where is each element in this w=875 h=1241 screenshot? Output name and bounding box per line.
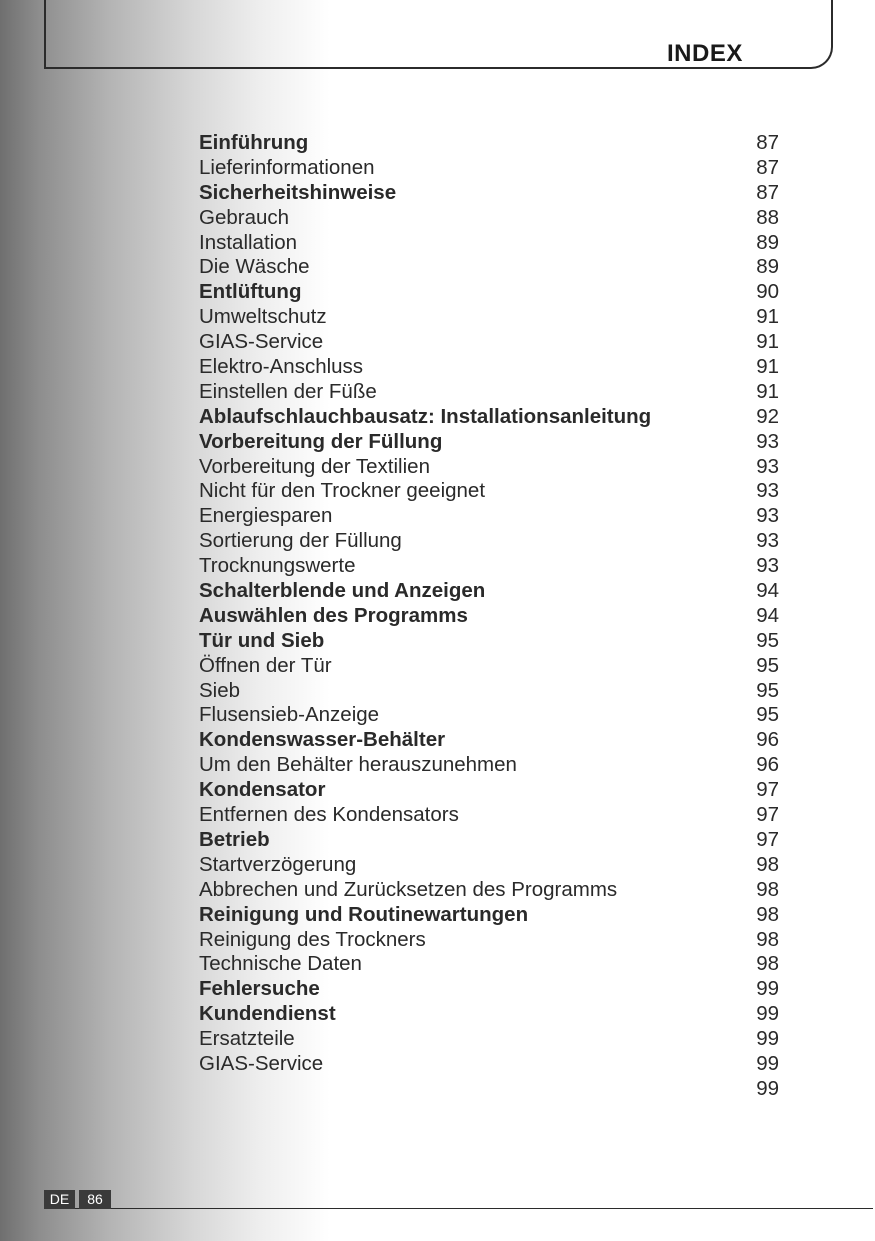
toc-page-number: 99 (756, 1076, 779, 1100)
toc-section-title: Fehlersuche (199, 977, 320, 1001)
toc-section-title: Reinigung und Routinewartungen (199, 902, 529, 926)
toc-page-number: 95 (756, 653, 779, 677)
toc-page-number: 98 (756, 852, 779, 876)
toc-subsection-title: Die Wäsche (199, 255, 310, 279)
toc-entry (199, 604, 779, 629)
toc-page-number: 99 (756, 1051, 779, 1075)
toc-page-number: 87 (756, 155, 779, 179)
toc-entry (199, 1052, 779, 1077)
toc-section-title: Kondenswasser-Behälter (199, 728, 446, 752)
toc-subsection-title: GIAS-Service (199, 1051, 324, 1075)
toc-page-number: 99 (756, 977, 779, 1001)
toc-page-number: 87 (756, 180, 779, 204)
toc-section-title: Tür und Sieb (199, 628, 325, 652)
toc-page-number: 94 (756, 579, 779, 603)
toc-entry (199, 903, 779, 928)
footer-divider (44, 1208, 873, 1209)
toc-page-number: 99 (756, 1027, 779, 1051)
toc-section-title: Schalterblende und Anzeigen (199, 579, 486, 603)
toc-subsection-title: Energiesparen (199, 504, 333, 528)
toc-subsection-title: Sieb (199, 678, 241, 702)
toc-page-number: 91 (756, 305, 779, 329)
toc-section-title: Entlüftung (199, 280, 302, 304)
toc-entry (199, 554, 779, 579)
toc-section-title: Einführung (199, 131, 309, 154)
toc-entry (199, 1077, 779, 1102)
toc-page-number: 93 (756, 529, 779, 553)
toc-page-number: 92 (756, 404, 779, 428)
toc-subsection-title: GIAS-Service (199, 330, 324, 354)
toc-page-number: 88 (756, 205, 779, 229)
toc-page-number: 95 (756, 703, 779, 727)
toc-page-number: 93 (756, 479, 779, 503)
toc-subsection-title: Elektro-Anschluss (199, 355, 364, 379)
toc-section-title: Kondensator (199, 778, 326, 802)
toc-page-number: 98 (756, 877, 779, 901)
toc-entry (199, 156, 779, 181)
toc-subsection-title: Öffnen der Tür (199, 653, 332, 677)
toc-entry (199, 928, 779, 953)
toc-subsection-title: Ersatzteile (199, 1027, 295, 1051)
toc-entry (199, 280, 779, 305)
toc-page-number: 95 (756, 628, 779, 652)
toc-page-number: 89 (756, 255, 779, 279)
toc-entry (199, 828, 779, 853)
toc-page-number: 93 (756, 554, 779, 578)
table-of-contents (199, 131, 779, 1102)
toc-subsection-title: Abbrechen und Zurücksetzen des Programms (199, 877, 618, 901)
toc-entry (199, 181, 779, 206)
toc-entry (199, 206, 779, 231)
toc-entry (199, 753, 779, 778)
toc-page-number: 93 (756, 454, 779, 478)
toc-entry (199, 679, 779, 704)
toc-subsection-title: Sortierung der Füllung (199, 529, 402, 553)
toc-subsection-title: Gebrauch (199, 205, 290, 229)
toc-entry (199, 878, 779, 903)
toc-page-number: 87 (756, 131, 779, 154)
toc-entry (199, 803, 779, 828)
toc-entry (199, 504, 779, 529)
toc-section-title: Sicherheitshinweise (199, 180, 397, 204)
page-number-badge: 86 (79, 1190, 111, 1209)
toc-page-number: 96 (756, 753, 779, 777)
toc-subsection-title: Technische Daten (199, 952, 362, 976)
toc-page-number: 98 (756, 902, 779, 926)
toc-entry (199, 654, 779, 679)
toc-section-title: Betrieb (199, 827, 270, 851)
toc-entry (199, 380, 779, 405)
toc-subsection-title: Entfernen des Kondensators (199, 803, 459, 827)
toc-entry (199, 330, 779, 355)
toc-page-number: 91 (756, 330, 779, 354)
toc-page-number: 98 (756, 952, 779, 976)
toc-entry (199, 728, 779, 753)
toc-page-number: 91 (756, 355, 779, 379)
toc-entry (199, 255, 779, 280)
toc-entry (199, 1027, 779, 1052)
toc-entry (199, 131, 779, 156)
toc-entry (199, 405, 779, 430)
toc-subsection-title: Flusensieb-Anzeige (199, 703, 380, 727)
toc-subsection-title: Vorbereitung der Textilien (199, 454, 430, 478)
toc-entry (199, 430, 779, 455)
toc-page-number: 94 (756, 603, 779, 627)
toc-page-number: 89 (756, 230, 779, 254)
page-title: INDEX (667, 40, 743, 67)
language-badge: DE (44, 1190, 75, 1209)
toc-subsection-title: Installation (199, 230, 298, 254)
toc-section-title: Vorbereitung der Füllung (199, 429, 443, 453)
toc-section-title: Ablaufschlauchbausatz: Installationsanleitung (199, 404, 652, 428)
toc-page-number: 99 (756, 1002, 779, 1026)
toc-entry (199, 355, 779, 380)
toc-entry (199, 455, 779, 480)
toc-subsection-title: Umweltschutz (199, 305, 327, 329)
toc-section-title: Kundendienst (199, 1002, 336, 1026)
toc-page-number: 90 (756, 280, 779, 304)
toc-entry (199, 778, 779, 803)
toc-subsection-title: Einstellen der Füße (199, 379, 377, 403)
toc-subsection-title: Reinigung des Trockners (199, 927, 426, 951)
toc-entry (199, 629, 779, 654)
toc-page-number: 93 (756, 504, 779, 528)
toc-page-number: 97 (756, 827, 779, 851)
toc-entry (199, 579, 779, 604)
toc-page-number: 97 (756, 778, 779, 802)
toc-entry (199, 231, 779, 256)
toc-subsection-title: Um den Behälter herauszunehmen (199, 753, 517, 777)
toc-entry (199, 952, 779, 977)
toc-subsection-title: Startverzögerung (199, 852, 357, 876)
toc-page-number: 96 (756, 728, 779, 752)
toc-page-number: 95 (756, 678, 779, 702)
toc-entry (199, 305, 779, 330)
toc-page-number: 91 (756, 379, 779, 403)
toc-entry (199, 703, 779, 728)
toc-section-title: Auswählen des Programms (199, 603, 468, 627)
toc-page-number: 97 (756, 803, 779, 827)
toc-subsection-title: Trocknungswerte (199, 554, 356, 578)
toc-subsection-title: Lieferinformationen (199, 155, 375, 179)
toc-page-number: 98 (756, 927, 779, 951)
toc-subsection-title: Nicht für den Trockner geeignet (199, 479, 486, 503)
toc-entry (199, 853, 779, 878)
toc-entry (199, 1002, 779, 1027)
toc-entry (199, 529, 779, 554)
toc-entry (199, 977, 779, 1002)
toc-page-number: 93 (756, 429, 779, 453)
toc-entry (199, 479, 779, 504)
